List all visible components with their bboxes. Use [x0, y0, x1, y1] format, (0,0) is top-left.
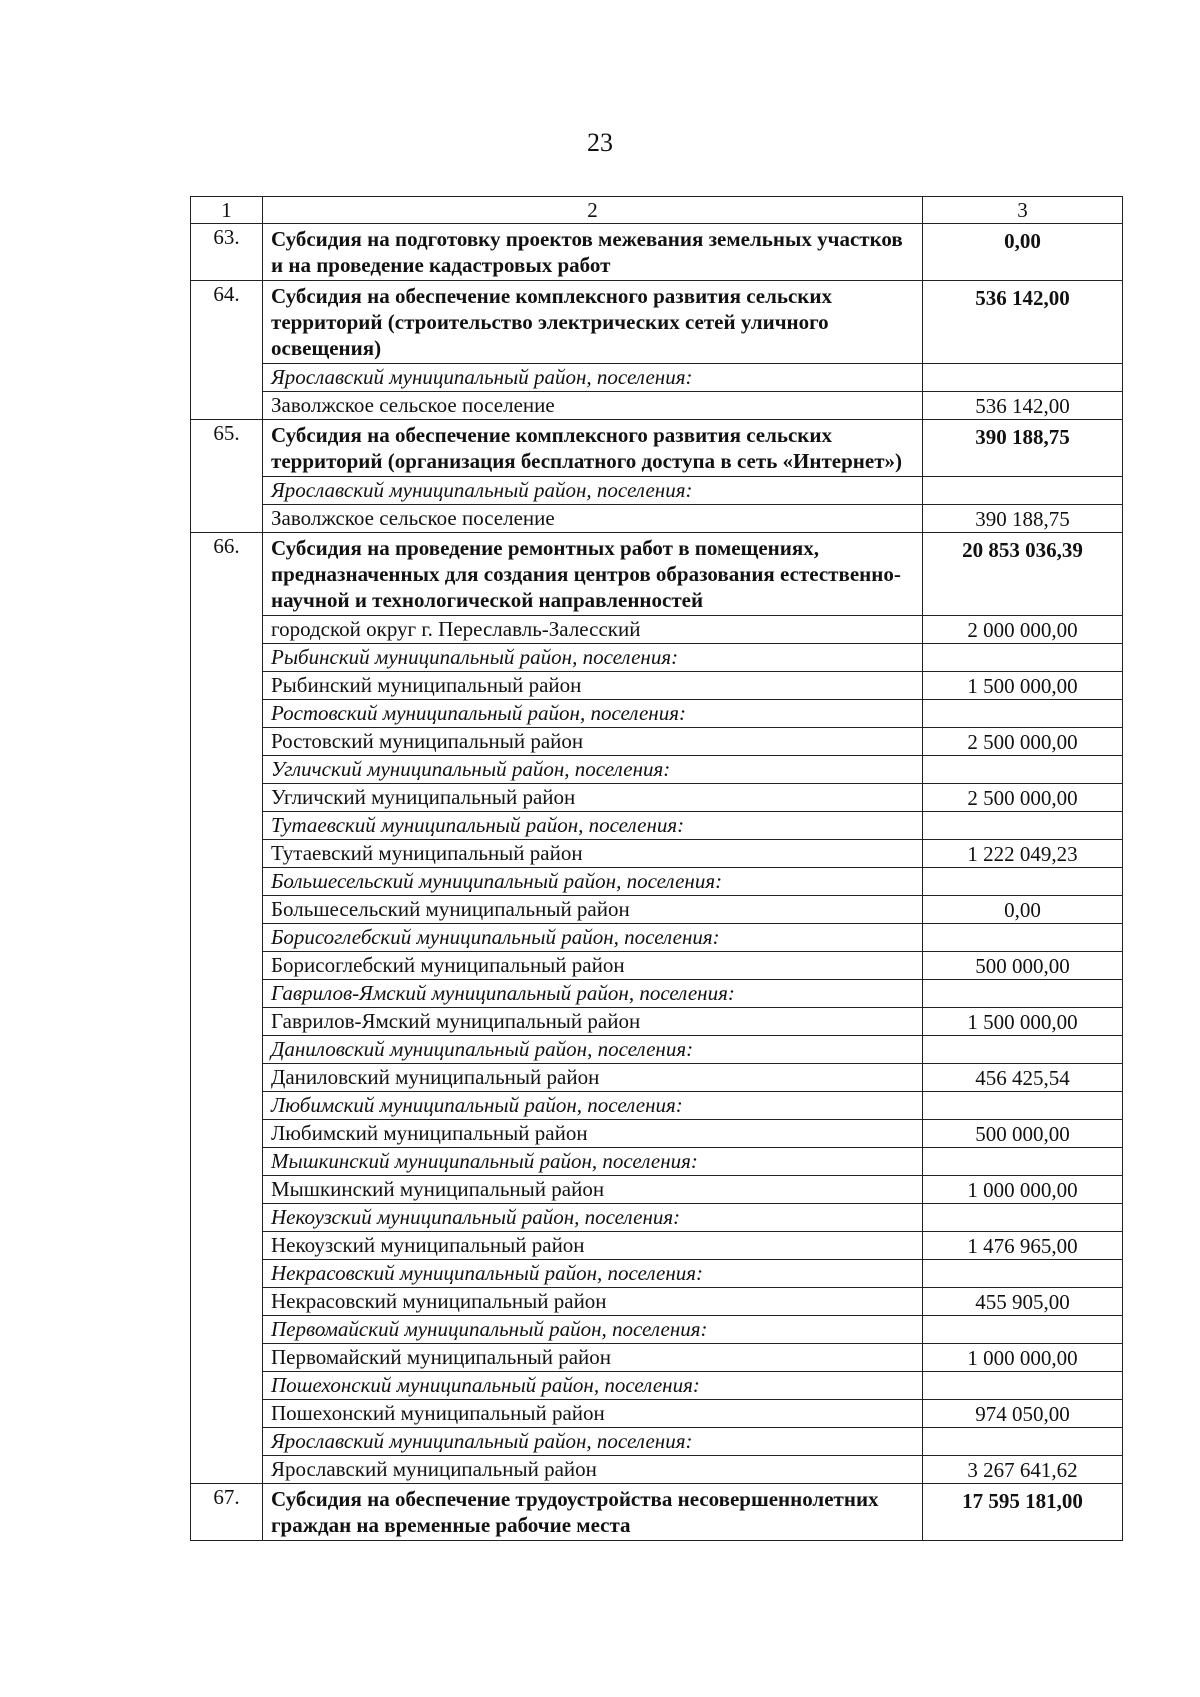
- recipient-row: [191, 505, 1123, 533]
- group-amount: [923, 1316, 1123, 1344]
- subsidy-number: 67.: [191, 1484, 263, 1541]
- group-name: Ярославский муниципальный район, поселения:: [263, 1428, 923, 1456]
- recipient-amount: 0,00: [923, 896, 1123, 924]
- recipient-amount: 2 500 000,00: [923, 728, 1123, 756]
- subsidy-number: 64.: [191, 281, 263, 364]
- recipient-row: [191, 392, 1123, 420]
- group-row: [191, 1092, 1123, 1120]
- subsidy-title: Субсидия на подготовку проектов межевания земельных участков и на проведение кадастровых работ: [263, 224, 923, 281]
- recipient-amount: 3 267 641,62: [923, 1456, 1123, 1484]
- number-cell-empty: [191, 1288, 263, 1316]
- group-row: [191, 868, 1123, 896]
- group-row: [191, 1316, 1123, 1344]
- recipient-amount: 536 142,00: [923, 392, 1123, 420]
- group-name: Тутаевский муниципальный район, поселения:: [263, 812, 923, 840]
- group-amount: [923, 1372, 1123, 1400]
- number-cell-empty: [191, 756, 263, 784]
- group-row: [191, 700, 1123, 728]
- number-cell-empty: [191, 840, 263, 868]
- group-name: Первомайский муниципальный район, поселения:: [263, 1316, 923, 1344]
- subsidy-row: [191, 1484, 1123, 1541]
- group-row: [191, 1372, 1123, 1400]
- recipient-name: Даниловский муниципальный район: [263, 1064, 923, 1092]
- recipient-name: Пошехонский муниципальный район: [263, 1400, 923, 1428]
- table-header-row: [191, 197, 1123, 224]
- recipient-row: [191, 896, 1123, 924]
- group-name: Некрасовский муниципальный район, поселения:: [263, 1260, 923, 1288]
- recipient-row: [191, 616, 1123, 644]
- group-row: [191, 1036, 1123, 1064]
- subsidy-table: [190, 196, 1123, 1541]
- recipient-name: Борисоглебский муниципальный район: [263, 952, 923, 980]
- number-cell-empty: [191, 1008, 263, 1036]
- group-row: [191, 1148, 1123, 1176]
- group-name: Угличский муниципальный район, поселения:: [263, 756, 923, 784]
- column-header-number: 1: [191, 197, 263, 224]
- group-amount: [923, 924, 1123, 952]
- recipient-name: Некоузский муниципальный район: [263, 1232, 923, 1260]
- recipient-name: Большесельский муниципальный район: [263, 896, 923, 924]
- number-cell-empty: [191, 1400, 263, 1428]
- subsidy-title: Субсидия на обеспечение трудоустройства несовершеннолетних граждан на временные рабочие места: [263, 1484, 923, 1541]
- recipient-amount: 455 905,00: [923, 1288, 1123, 1316]
- subsidy-row: [191, 224, 1123, 281]
- subsidy-total: 390 188,75: [923, 420, 1123, 477]
- recipient-amount: 2 000 000,00: [923, 616, 1123, 644]
- group-row: [191, 924, 1123, 952]
- recipient-name: Ярославский муниципальный район: [263, 1456, 923, 1484]
- group-row: [191, 1428, 1123, 1456]
- group-amount: [923, 868, 1123, 896]
- recipient-name: Ростовский муниципальный район: [263, 728, 923, 756]
- column-header-name: 2: [263, 197, 923, 224]
- group-name: Борисоглебский муниципальный район, поселения:: [263, 924, 923, 952]
- group-row: [191, 1260, 1123, 1288]
- recipient-row: [191, 672, 1123, 700]
- number-cell-empty: [191, 812, 263, 840]
- column-header-amount: 3: [923, 197, 1123, 224]
- recipient-amount: 1 500 000,00: [923, 672, 1123, 700]
- subsidy-total: 0,00: [923, 224, 1123, 281]
- page-number: 23: [587, 128, 613, 157]
- recipient-row: [191, 1232, 1123, 1260]
- recipient-row: [191, 1120, 1123, 1148]
- subsidy-title: Субсидия на обеспечение комплексного развития сельских территорий (организация бесплатного доступа в сеть «Интернет»): [263, 420, 923, 477]
- number-cell-empty: [191, 505, 263, 533]
- recipient-amount: 390 188,75: [923, 505, 1123, 533]
- recipient-name: Первомайский муниципальный район: [263, 1344, 923, 1372]
- recipient-amount: 1 500 000,00: [923, 1008, 1123, 1036]
- number-cell-empty: [191, 672, 263, 700]
- group-row: [191, 812, 1123, 840]
- group-row: [191, 756, 1123, 784]
- group-row: [191, 1204, 1123, 1232]
- subsidy-total: 17 595 181,00: [923, 1484, 1123, 1541]
- group-amount: [923, 1148, 1123, 1176]
- number-cell-empty: [191, 700, 263, 728]
- number-cell-empty: [191, 896, 263, 924]
- recipient-name: Заволжское сельское поселение: [263, 505, 923, 533]
- group-amount: [923, 1260, 1123, 1288]
- number-cell-empty: [191, 364, 263, 392]
- recipient-amount: 500 000,00: [923, 952, 1123, 980]
- group-row: [191, 364, 1123, 392]
- number-cell-empty: [191, 1428, 263, 1456]
- number-cell-empty: [191, 1344, 263, 1372]
- group-name: Некоузский муниципальный район, поселения:: [263, 1204, 923, 1232]
- group-name: Ростовский муниципальный район, поселения:: [263, 700, 923, 728]
- number-cell-empty: [191, 1260, 263, 1288]
- recipient-name: Любимский муниципальный район: [263, 1120, 923, 1148]
- recipient-amount: 2 500 000,00: [923, 784, 1123, 812]
- subsidy-number: 66.: [191, 533, 263, 616]
- number-cell-empty: [191, 616, 263, 644]
- recipient-name: Рыбинский муниципальный район: [263, 672, 923, 700]
- group-name: Ярославский муниципальный район, поселения:: [263, 364, 923, 392]
- recipient-name: Угличский муниципальный район: [263, 784, 923, 812]
- recipient-row: [191, 1288, 1123, 1316]
- number-cell-empty: [191, 1372, 263, 1400]
- group-amount: [923, 477, 1123, 505]
- recipient-row: [191, 1456, 1123, 1484]
- number-cell-empty: [191, 1456, 263, 1484]
- recipient-amount: 1 476 965,00: [923, 1232, 1123, 1260]
- group-amount: [923, 756, 1123, 784]
- recipient-row: [191, 840, 1123, 868]
- number-cell-empty: [191, 1232, 263, 1260]
- recipient-row: [191, 1008, 1123, 1036]
- subsidy-table-body: [191, 197, 1123, 1541]
- subsidy-row: [191, 281, 1123, 364]
- number-cell-empty: [191, 868, 263, 896]
- recipient-amount: 1 222 049,23: [923, 840, 1123, 868]
- recipient-name: Тутаевский муниципальный район: [263, 840, 923, 868]
- subsidy-number: 63.: [191, 224, 263, 281]
- subsidy-title: Субсидия на проведение ремонтных работ в помещениях, предназначенных для создания центров образования естественно-научной и технологической направленностей: [263, 533, 923, 616]
- group-name: Мышкинский муниципальный район, поселения:: [263, 1148, 923, 1176]
- group-amount: [923, 1428, 1123, 1456]
- group-name: Ярославский муниципальный район, поселения:: [263, 477, 923, 505]
- subsidy-title: Субсидия на обеспечение комплексного развития сельских территорий (строительство электрических сетей уличного освещения): [263, 281, 923, 364]
- recipient-amount: 456 425,54: [923, 1064, 1123, 1092]
- subsidy-row: [191, 420, 1123, 477]
- number-cell-empty: [191, 1036, 263, 1064]
- group-amount: [923, 812, 1123, 840]
- recipient-name: Некрасовский муниципальный район: [263, 1288, 923, 1316]
- group-name: Большесельский муниципальный район, поселения:: [263, 868, 923, 896]
- group-amount: [923, 700, 1123, 728]
- number-cell-empty: [191, 980, 263, 1008]
- recipient-name: городской округ г. Переславль-Залесский: [263, 616, 923, 644]
- group-name: Рыбинский муниципальный район, поселения:: [263, 644, 923, 672]
- number-cell-empty: [191, 952, 263, 980]
- group-amount: [923, 980, 1123, 1008]
- number-cell-empty: [191, 477, 263, 505]
- number-cell-empty: [191, 1316, 263, 1344]
- group-name: Даниловский муниципальный район, поселения:: [263, 1036, 923, 1064]
- number-cell-empty: [191, 1176, 263, 1204]
- subsidy-total: 536 142,00: [923, 281, 1123, 364]
- recipient-row: [191, 728, 1123, 756]
- recipient-row: [191, 952, 1123, 980]
- group-row: [191, 477, 1123, 505]
- number-cell-empty: [191, 924, 263, 952]
- subsidy-total: 20 853 036,39: [923, 533, 1123, 616]
- number-cell-empty: [191, 1064, 263, 1092]
- group-amount: [923, 1204, 1123, 1232]
- group-name: Гаврилов-Ямский муниципальный район, поселения:: [263, 980, 923, 1008]
- number-cell-empty: [191, 784, 263, 812]
- recipient-row: [191, 1176, 1123, 1204]
- group-row: [191, 644, 1123, 672]
- group-name: Любимский муниципальный район, поселения:: [263, 1092, 923, 1120]
- number-cell-empty: [191, 392, 263, 420]
- group-amount: [923, 644, 1123, 672]
- group-name: Пошехонский муниципальный район, поселения:: [263, 1372, 923, 1400]
- recipient-row: [191, 1344, 1123, 1372]
- number-cell-empty: [191, 1148, 263, 1176]
- group-row: [191, 980, 1123, 1008]
- number-cell-empty: [191, 1120, 263, 1148]
- recipient-row: [191, 1400, 1123, 1428]
- group-amount: [923, 364, 1123, 392]
- group-amount: [923, 1036, 1123, 1064]
- subsidy-number: 65.: [191, 420, 263, 477]
- number-cell-empty: [191, 1092, 263, 1120]
- number-cell-empty: [191, 1204, 263, 1232]
- recipient-amount: 974 050,00: [923, 1400, 1123, 1428]
- recipient-name: Гаврилов-Ямский муниципальный район: [263, 1008, 923, 1036]
- recipient-name: Заволжское сельское поселение: [263, 392, 923, 420]
- recipient-amount: 1 000 000,00: [923, 1176, 1123, 1204]
- recipient-amount: 1 000 000,00: [923, 1344, 1123, 1372]
- number-cell-empty: [191, 644, 263, 672]
- recipient-name: Мышкинский муниципальный район: [263, 1176, 923, 1204]
- recipient-row: [191, 784, 1123, 812]
- group-amount: [923, 1092, 1123, 1120]
- recipient-row: [191, 1064, 1123, 1092]
- number-cell-empty: [191, 728, 263, 756]
- subsidy-row: [191, 533, 1123, 616]
- recipient-amount: 500 000,00: [923, 1120, 1123, 1148]
